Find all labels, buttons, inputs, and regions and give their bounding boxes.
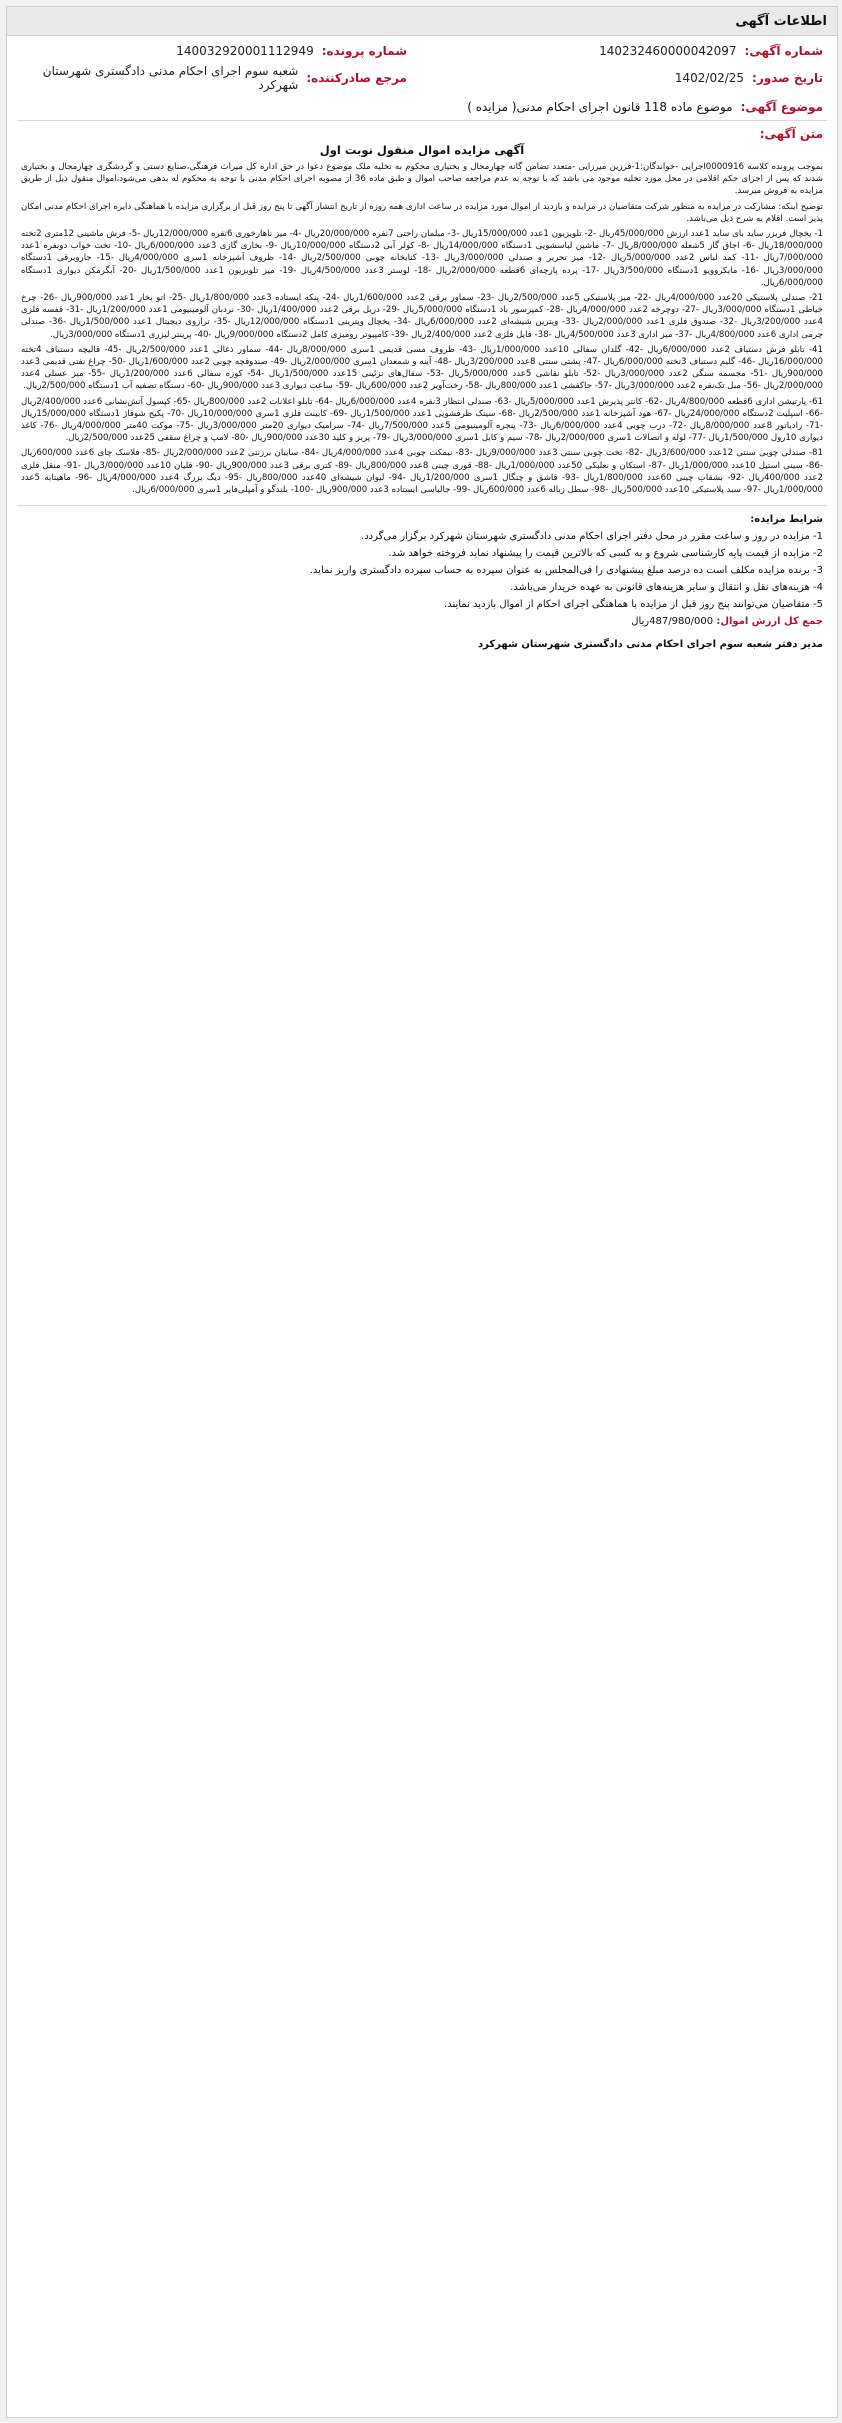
ad-text-label: متن آگهی: bbox=[759, 127, 823, 141]
condition-item: 3- برنده مزایده مکلف است ده درصد مبلغ پیشنهادی را فی‌المجلس به عنوان سپرده به حساب سپرده دادگستری واریز نماید. bbox=[309, 565, 823, 577]
issue-date-row bbox=[437, 64, 823, 92]
condition-item: 4- هزینه‌های نقل و انتقال و سایر هزینه‌های قانونی به عهده خریدار می‌باشد. bbox=[510, 582, 823, 594]
issue-date-label: تاریخ صدور: bbox=[752, 71, 823, 85]
issuer-label: مرجع صادرکننده: bbox=[306, 71, 407, 85]
ad-info-title-bar bbox=[7, 7, 837, 36]
case-number-row bbox=[21, 44, 407, 58]
case-number-label: شماره پرونده: bbox=[321, 44, 407, 58]
condition-item: 5- متقاضیان می‌توانند پنج روز قبل از مزایده با هماهنگی اجرای احکام از اموال بازدید نمایند. bbox=[444, 599, 823, 611]
ad-number-row bbox=[437, 44, 823, 58]
ad-number-label: شماره آگهی: bbox=[744, 44, 823, 58]
conditions-section bbox=[7, 512, 837, 652]
ad-subject: موضوع ماده 118 قانون اجرای احکام مدنی( مزایده ) bbox=[467, 100, 733, 114]
ad-info-title: اطلاعات آگهی bbox=[735, 13, 827, 29]
issuer-row bbox=[21, 64, 407, 92]
signature: مدیر دفتر شعبه سوم اجرای احکام مدنی دادگستری شهرستان شهرکرد bbox=[478, 639, 823, 651]
total-value: 487/980/000ریال bbox=[631, 616, 714, 628]
ad-paragraph: 21- صندلی پلاستیکی 20عدد 4/000/000ریال -22- میز پلاستیکی 5عدد 2/500/000ریال -23- سماور برقی 2عدد 1/600/000ریال -24- پنکه ایستاده 3عدد 1/800/000ریال -25- اتو بخار 1عدد 900/000ریال -26- چرخ خیاطی 1دستگاه 3/000/000ریال -27- دوچرخه 2عدد 4/000/000ریال -28- کمپرسور باد 1دستگاه 5/000/000ریال -29- دریل برقی 2عدد 1/400/000ریال -30- نردبان آلومینیومی 1عدد 1/200/000ریال -31- قفسه فلزی 4عدد 3/200/000ریال -32- صندوق فلزی 1عدد 2/000/000ریال -33- ویترین شیشه‌ای 2عدد 6/000/000ریال -34- یخچال ویترینی 1دستگاه 12/000/000ریال -35- ترازوی دیجیتال 1عدد 1/500/000ریال -36- صندلی چرمی اداری 6عدد 4/800/000ریال -37- میز اداری 3عدد 4/500/000ریال -38- فایل فلزی 2عدد 2/400/000ریال -39- کامپیوتر رومیزی کامل 2دستگاه 9/000/000ریال -40- پرینتر لیزری 1دستگاه 3/000/000ریال. bbox=[21, 293, 823, 340]
ad-paragraph: 61- پارتیشن اداری 6قطعه 4/800/000ریال -62- کانتر پذیرش 1عدد 5/000/000ریال -63- صندلی انتظار 3نفره 4عدد 6/000/000ریال -64- تابلو اعلانات 2عدد 800/000ریال -65- کپسول آتش‌نشانی 6عدد 2/400/000ریال -66- اسپلیت 2دستگاه 24/000/000ریال -67- هود آشپزخانه 1عدد 2/500/000ریال -68- سینک ظرفشویی 1عدد 1/500/000ریال -69- کابینت فلزی 1سری 10/000/000ریال -70- پکیج شوفاژ 1دستگاه 15/000/000ریال -71- رادیاتور 8عدد 8/000/000ریال -72- درب چوبی 4عدد 6/000/000ریال -73- پنجره آلومینیومی 5عدد 7/500/000ریال -74- سرامیک دیواری 20متر 3/000/000ریال -75- موکت 40متر 4/000/000ریال -76- کاغذ دیواری 10رول 1/500/000ریال -77- لوله و اتصالات 1سری 2/000/000ریال -78- سیم و کابل 1سری 3/000/000ریال -79- پریز و کلید 30عدد 900/000ریال -80- لامپ و چراغ سقفی 25عدد 2/500/000ریال. bbox=[21, 396, 823, 444]
issue-date: 1402/02/25 bbox=[674, 71, 745, 85]
total-label: جمع کل ارزش اموال: bbox=[716, 616, 823, 628]
case-number: 140032920001112949 bbox=[176, 44, 314, 58]
ad-paragraph: توضیح اینکه: مشارکت در مزایده به منظور شرکت متقاضیان در مزایده و بازدید از اموال مورد مزایده در ساعت اداری همه روزه از تاریخ انتشار آگهی تا پنج روز قبل از برگزاری مزایده با هماهنگی دایره اجرای احکام مدنی امکان پذیر است. اقلام به شرح ذیل می‌باشد. bbox=[21, 201, 823, 224]
condition-item: 2- مزایده از قیمت پایه کارشناسی شروع و به کسی که بالاترین قیمت را پیشنهاد نماید فروخته خواهد شد. bbox=[388, 548, 823, 560]
ad-body bbox=[7, 161, 837, 499]
ad-subject-row bbox=[7, 98, 837, 114]
ad-subject-label: موضوع آگهی: bbox=[740, 100, 823, 114]
divider bbox=[17, 505, 827, 506]
ad-paragraph: 41- تابلو فرش دستباف 2عدد 6/000/000ریال -42- گلدان سفالی 10عدد 1/000/000ریال -43- ظروف مسی قدیمی 1سری 8/000/000ریال -44- سماور ذغالی 1عدد 2/500/000ریال -45- قالیچه دستباف 4تخته 16/000/000ریال -46- گلیم دستباف 3تخته 6/000/000ریال -47- پشتی سنتی 8عدد 3/200/000ریال -48- آینه و شمعدان 1سری 2/000/000ریال -49- صندوقچه چوبی 2عدد 1/600/000ریال -50- چراغ نفتی قدیمی 3عدد 900/000ریال -51- مجسمه سنگی 2عدد 3/000/000ریال -52- تابلو نقاشی 5عدد 5/000/000ریال -53- سفال‌های تزئینی 15عدد 1/500/000ریال -54- کوزه سفالی 6عدد 1/200/000ریال -55- میز عسلی 4عدد 2/000/000ریال -56- مبل تک‌نفره 2عدد 3/000/000ریال -57- جاکفشی 1عدد 800/000ریال -58- رخت‌آویز 2عدد 600/000ریال -59- ساعت دیواری 3عدد 900/000ریال -60- دستگاه تصفیه آب 1دستگاه 2/500/000ریال. bbox=[21, 344, 823, 392]
ad-paragraph: بموجب پرونده کلاسه 0000916اجرایی -خواندگان:1-فرزین میرزایی -متعدد تضامن گانه چهارمحال و بختیاری محکوم به تخلیه ملک موضوع دعوا در حق اداره کل میراث فرهنگی،صنایع دستی و گردشگری چهارمحال و بختیاری شدند که پس از اجرای حکم اقلامی در محل مورد تخلیه موجود می باشد که با توجه به عدم مراجعه صاحب اموال و طبق ماده 36 از مصوبه اجرای احکام مدنی با توجه به محکوم له بدهی می‌شود،اموال منقول ذیل از طریق مزایده به فروش میرسد. bbox=[21, 162, 823, 197]
ad-page bbox=[6, 6, 838, 2418]
ad-paragraph: 1- یخچال فریزر ساید بای ساید 1عدد ارزش 45/000/000ریال -2- تلویزیون 1عدد 15/000/000ریال -3- مبلمان راحتی 7نفره 20/000/000ریال -4- میز ناهارخوری 6نفره 12/000/000ریال -5- فرش ماشینی 12متری 2تخته 18/000/000ریال -6- اجاق گاز 5شعله 8/000/000ریال -7- ماشین لباسشویی 1دستگاه 14/000/000ریال -8- کولر آبی 2دستگاه 10/000/000ریال -9- بخاری گازی 3عدد 6/000/000ریال -10- تخت خواب دونفره 1عدد 7/000/000ریال -11- کمد لباس 2عدد 5/000/000ریال -12- میز تحریر و صندلی 3/000/000ریال -13- کتابخانه چوبی 2/500/000ریال -14- ظروف آشپزخانه 1سری 4/000/000ریال -15- جاروبرقی 1دستگاه 3/000/000ریال -16- مایکروویو 1دستگاه 3/500/000ریال -17- پرده پارچه‌ای 6قطعه 2/000/000ریال -18- لوستر 3عدد 4/500/000ریال -19- میز تلویزیون 1عدد 1/500/000ریال -20- آبگرمکن دیواری 1دستگاه 6/000/000ریال. bbox=[21, 229, 823, 288]
total-row bbox=[21, 614, 823, 629]
ad-meta bbox=[7, 36, 837, 98]
divider bbox=[17, 120, 827, 121]
ad-paragraph: 81- صندلی چوبی سنتی 12عدد 3/600/000ریال -82- تخت چوبی سنتی 3عدد 9/000/000ریال -83- نیمکت چوبی 4عدد 4/000/000ریال -84- سایبان برزنتی 2عدد 2/000/000ریال -85- فلاسک چای 6عدد 600/000ریال -86- سینی استیل 10عدد 1/000/000ریال -87- استکان و نعلبکی 50عدد 1/000/000ریال -88- قوری چینی 8عدد 800/000ریال -89- کتری برقی 3عدد 900/000ریال -90- قلیان 10عدد 3/000/000ریال -91- منقل فلزی 2عدد 400/000ریال -92- بشقاب چینی 60عدد 1/800/000ریال -93- قاشق و چنگال 1سری 1/200/000ریال -94- لیوان شیشه‌ای 40عدد 800/000ریال -95- دیگ بزرگ 4عدد 4/000/000ریال -96- ماهیتابه 5عدد 1/000/000ریال -97- سبد پلاستیکی 10عدد 500/000ریال -98- سطل زباله 6عدد 600/000ریال -99- جالباسی ایستاده 3عدد 900/000ریال -100- بلندگو و آمپلی‌فایر 1سری 6/000/000ریال. bbox=[21, 448, 823, 496]
condition-item: 1- مزایده در روز و ساعت مقرر در محل دفتر اجرای احکام مدنی دادگستری شهرستان شهرکرد برگزار می‌گردد. bbox=[361, 531, 823, 543]
conditions-heading: شرایط مزایده: bbox=[750, 514, 823, 526]
document-heading: آگهی مزایده اموال منقول نوبت اول bbox=[319, 143, 525, 157]
ad-number: 140232460000042097 bbox=[599, 44, 737, 58]
issuer: شعبه سوم اجرای احکام مدنی دادگستری شهرستان شهرکرد bbox=[42, 64, 299, 92]
